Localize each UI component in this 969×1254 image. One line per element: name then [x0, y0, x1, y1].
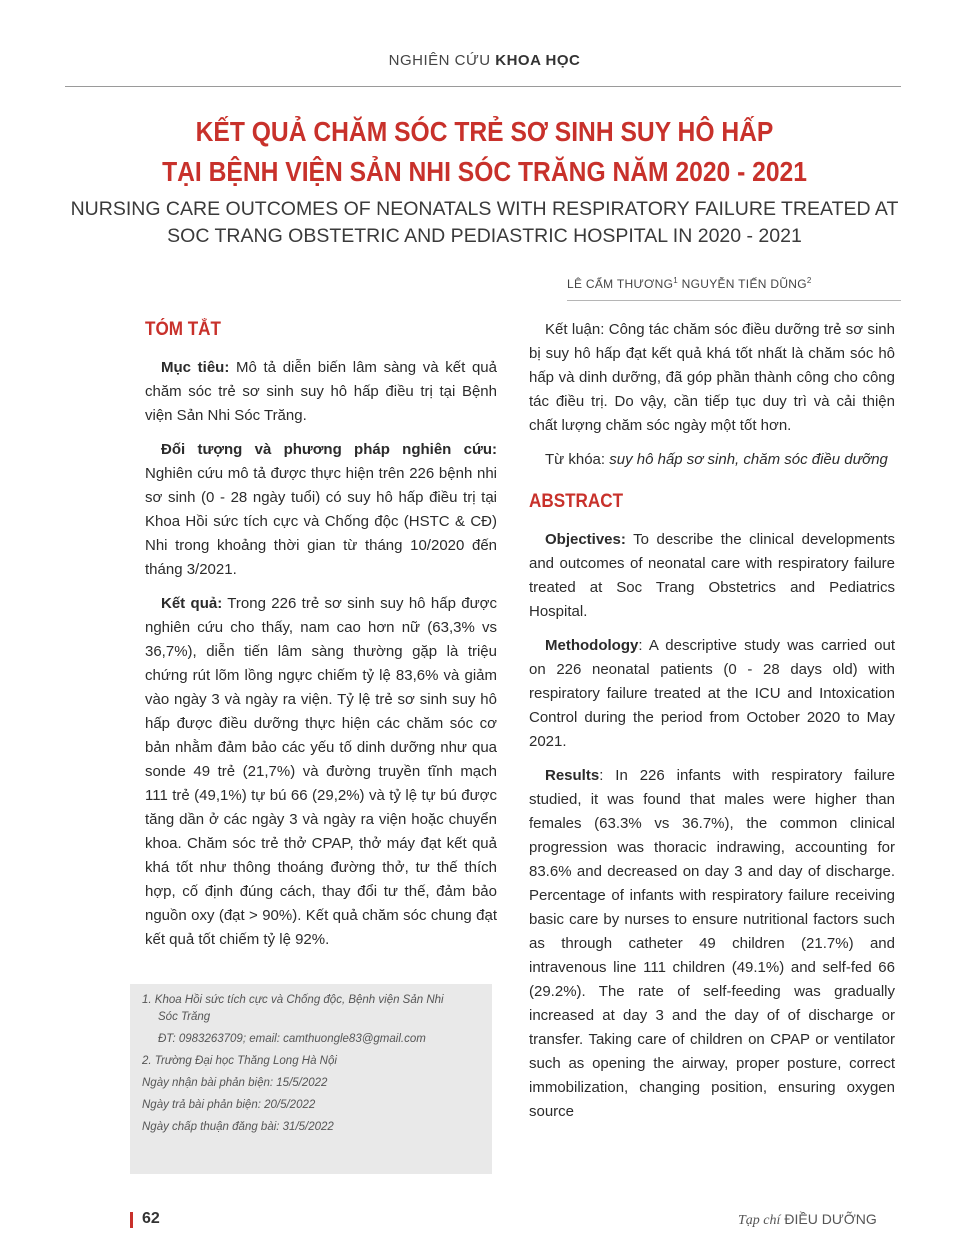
ket-qua-text: Trong 226 trẻ sơ sinh suy hô hấp được nghiên cứu cho thấy, nam cao hơn nữ (63,3% vs 36,7%), diễn tiến lâm sàng thường gặp là triệu chứng rút lõm lồng ngực chiếm tỷ lệ 83,6% và giảm vào ngày 3 và ngày ra viện. Tỷ lệ trẻ sơ sinh suy hô hấp được điều dưỡng thực hiện các chăm sóc cơ bản nhằm đảm bảo các yếu tố dinh dưỡng như qua sonde 49 trẻ (21,7%) và đường truyền tĩnh mạch 111 trẻ (49,1%) tự bú 66 (29,2%) và tỷ lệ tự bú được tăng dần ở các ngày 3 và ngày ra viện hoặc chuyển khoa. Chăm sóc trẻ thở CPAP, thở máy đạt kết quả khá tốt như thông thoáng đường thở, tư thế thích hợp, cố định đúng cách, thay đổi tư thế, đảm bảo nguồn oxy (đạt > 90%). Kết quả chăm sóc chung đạt kết quả tốt chiếm tỷ lệ 92%.	[145, 595, 497, 948]
note-affil-1-cont: Sóc Trăng	[158, 1011, 211, 1023]
note-affil-2: 2. Trường Đại học Thăng Long Hà Nội	[142, 1055, 337, 1067]
title-vietnamese	[58, 112, 911, 192]
title-en-line-1: NURSING CARE OUTCOMES OF NEONATALS WITH RESPIRATORY FAILURE TREATED AT	[70, 198, 899, 220]
muc-tieu-label: Mục tiêu:	[161, 359, 230, 376]
author-2-affil: 2	[806, 276, 812, 285]
journal-name	[738, 1211, 877, 1229]
muc-tieu-text: Mô tả diễn biến lâm sàng và kết quả chăm sóc trẻ sơ sinh suy hô hấp điều trị tại Bệnh viện Sản Nhi Sóc Trăng.	[145, 359, 497, 424]
abstract-heading: ABSTRACT	[529, 491, 624, 512]
ket-luan-paragraph	[529, 318, 895, 438]
page-number: 62	[142, 1210, 160, 1227]
note-affil-1	[142, 992, 482, 1026]
footer-accent-bar	[130, 1212, 133, 1228]
right-column	[529, 318, 895, 1134]
running-head	[0, 52, 969, 69]
doi-tuong-label: Đối tượng và phương pháp nghiên cứu:	[161, 441, 497, 458]
note-received: Ngày nhận bài phản biện: 15/5/2022	[142, 1077, 328, 1089]
authors-rule	[567, 300, 901, 301]
methodology-text: : A descriptive study was carried out on 226 neonatal patients (0 - 28 days old) with respiratory failure treated at the ICU and Intoxication Control during the period from October 2020 to May 2021.	[529, 637, 895, 750]
note-accepted: Ngày chấp thuận đăng bài: 31/5/2022	[142, 1121, 334, 1133]
header-rule	[65, 86, 901, 87]
running-head-prefix: NGHIÊN CỨU	[388, 52, 491, 69]
doi-tuong-text: Nghiên cứu mô tả được thực hiện trên 226 bệnh nhi sơ sinh (0 - 28 ngày tuổi) có suy hô hấp điều trị tại Khoa Hồi sức tích cực và Chống độc (HSTC & CĐ) Nhi trong khoảng thời gian từ tháng 10/2020 đến tháng 3/2021.	[145, 465, 497, 578]
author-2: NGUYỄN TIẾN DŨNG	[681, 277, 807, 291]
title-vi-line-2: TẠI BỆNH VIỆN SẢN NHI SÓC TRĂNG NĂM 2020 - 2021	[162, 156, 807, 187]
methodology-paragraph	[529, 634, 895, 754]
footnotes-box	[130, 984, 492, 1174]
note-affil-1-text: 1. Khoa Hồi sức tích cực và Chống độc, Bệnh viện Sản Nhi	[142, 994, 444, 1006]
ket-luan-label: Kết luận:	[545, 321, 605, 338]
title-en-line-2: SOC TRANG OBSTETRIC AND PEDIASTRIC HOSPITAL IN 2020 - 2021	[167, 225, 802, 247]
objectives-text: To describe the clinical developments and outcomes of neonatal care with respiratory failure treated at Soc Trang Obstetrics and Pediatrics Hospital.	[529, 531, 895, 620]
journal-script: Tạp chí	[738, 1213, 781, 1228]
note-contact: ĐT: 0983263709; email: camthuongle83@gmail.com	[158, 1033, 426, 1045]
objectives-label: Objectives:	[545, 531, 626, 548]
tu-khoa-paragraph	[529, 448, 895, 472]
authors	[567, 276, 901, 291]
running-head-bold: KHOA HỌC	[495, 52, 581, 69]
ket-qua-paragraph	[145, 592, 497, 952]
muc-tieu-paragraph	[145, 356, 497, 428]
results-text: : In 226 infants with respiratory failure studied, it was found that males were higher than females (63.3% vs 36.7%), the common clinical progression was thoracic indrawing, accounting for 83.6% and decreased on day 3 and day of discharge. Percentage of infants with respiratory failure receiving basic care by nurses to ensure nutritional factors such as through catheter 49 children (21.7%) and intravenous line 111 children (49.1%) and self-fed 66 (29.2%). The rate of self-feeding was gradually increased at day 3 and the day of of discharge or transfer. Taking care of children on CPAP or ventilator such as opening the airway, proper posture, correct immobilization, changing position, ensuring oxygen source	[529, 767, 895, 1120]
tom-tat-heading: TÓM TẮT	[145, 319, 221, 340]
author-1-affil: 1	[673, 276, 678, 285]
methodology-label: Methodology	[545, 637, 639, 654]
left-column	[145, 318, 497, 962]
objectives-paragraph	[529, 528, 895, 624]
title-english	[0, 196, 969, 250]
ket-qua-label: Kết quả:	[161, 595, 223, 612]
doi-tuong-paragraph	[145, 438, 497, 582]
tu-khoa-label: Từ khóa:	[545, 451, 606, 468]
author-1: LÊ CẨM THƯƠNG	[567, 277, 674, 291]
ket-luan-text: Công tác chăm sóc điều dưỡng trẻ sơ sinh bị suy hô hấp đạt kết quả khá tốt nhất là chăm sóc hô hấp và dinh dưỡng, đã góp phần thành công cho công tác điều trị. Do vậy, cần tiếp tục duy trì và cải thiện chất lượng chăm sóc ngày một tốt hơn.	[529, 321, 895, 434]
title-vi-line-1: KẾT QUẢ CHĂM SÓC TRẺ SƠ SINH SUY HÔ HẤP	[195, 116, 774, 147]
journal-title: ĐIỀU DƯỠNG	[784, 1211, 877, 1227]
note-returned: Ngày trả bài phản biện: 20/5/2022	[142, 1099, 316, 1111]
results-paragraph	[529, 764, 895, 1124]
results-label: Results	[545, 767, 600, 784]
tu-khoa-text: suy hô hấp sơ sinh, chăm sóc điều dưỡng	[605, 451, 888, 468]
